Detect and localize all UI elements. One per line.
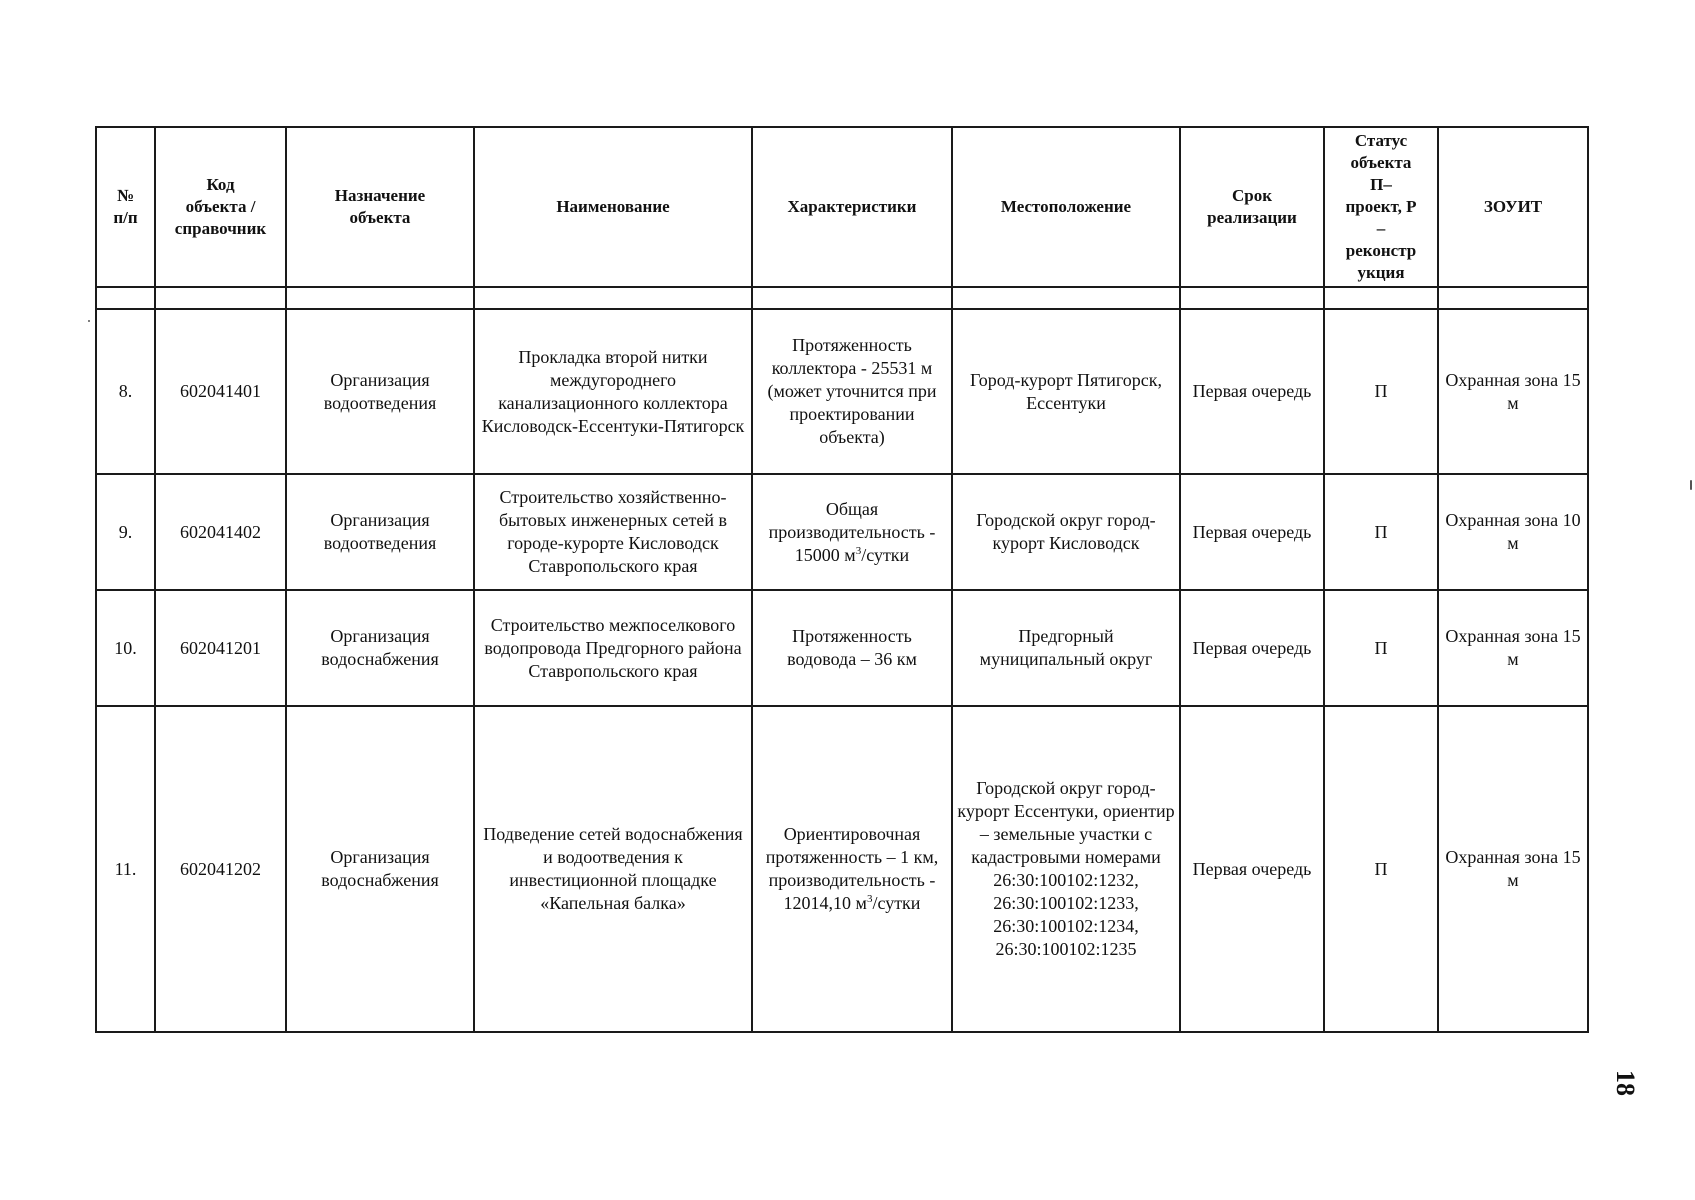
cell-location: Городской округ город-курорт Кисловодск [952,474,1180,590]
cell-num: 8. [96,309,155,474]
cell-location: Городской округ город-курорт Ессентуки, ориентир – земельные участки с кадастровыми номерами 26:30:100102:1232, 26:30:100102:1233, 26:30:100102:1234, 26:30:100102:1235 [952,706,1180,1032]
spacer-cell [1438,287,1588,309]
header-code: Код объекта / справочник [155,127,286,287]
cell-characteristics: Протяженность коллектора - 25531 м (может уточнится при проектировании объекта) [752,309,952,474]
projects-table [95,126,1589,1033]
characteristics-unit: /сутки [872,893,921,913]
header-row [96,127,1588,287]
cell-characteristics: Протяженность водовода – 36 км [752,590,952,706]
header-purpose: Назначение объекта [286,127,474,287]
cell-term: Первая очередь [1180,590,1324,706]
header-location: Местоположение [952,127,1180,287]
spacer-cell [752,287,952,309]
cell-characteristics [752,474,952,590]
cell-zouit: Охранная зона 15 м [1438,309,1588,474]
cell-term: Первая очередь [1180,474,1324,590]
table-row [96,309,1588,474]
characteristics-text: Ориентировочная протяженность – 1 км, производительность - 12014,10 м [765,824,939,913]
cell-status: П [1324,706,1438,1032]
characteristics-unit: /сутки [861,544,910,565]
cell-num: 10. [96,590,155,706]
cell-status: П [1324,309,1438,474]
cell-purpose: Организация водоотведения [286,309,474,474]
cell-location: Предгорный муниципальный округ [952,590,1180,706]
cell-term: Первая очередь [1180,706,1324,1032]
cell-status: П [1324,474,1438,590]
spacer-cell [96,287,155,309]
cell-location: Город-курорт Пятигорск, Ессентуки [952,309,1180,474]
header-status: Статус объекта П– проект, Р – реконстр укция [1324,127,1438,287]
cell-num: 11. [96,706,155,1032]
cell-code: 602041202 [155,706,286,1032]
cell-name: Строительство межпоселкового водопровода Предгорного района Ставропольского края [474,590,752,706]
cell-name: Строительство хозяйственно-бытовых инженерных сетей в городе-курорте Кисловодск Ставропольского края [474,474,752,590]
header-zouit: ЗОУИТ [1438,127,1588,287]
spacer-cell [952,287,1180,309]
spacer-cell [1324,287,1438,309]
scan-speck [1690,480,1692,490]
table-row [96,590,1588,706]
cell-code: 602041401 [155,309,286,474]
scan-speck [88,320,90,322]
header-name: Наименование [474,127,752,287]
cell-name: Прокладка второй нитки междугороднего канализационного коллектора Кисловодск-Ессентуки-Пятигорск [474,309,752,474]
table-row [96,474,1588,590]
superscript: 3 [855,544,862,557]
header-num: № п/п [96,127,155,287]
superscript: 3 [866,893,873,905]
page-number: 18 [1611,1070,1640,1096]
cell-code: 602041201 [155,590,286,706]
cell-zouit: Охранная зона 15 м [1438,590,1588,706]
header-characteristics: Характеристики [752,127,952,287]
cell-status: П [1324,590,1438,706]
spacer-cell [155,287,286,309]
cell-num: 9. [96,474,155,590]
cell-purpose: Организация водоснабжения [286,590,474,706]
cell-characteristics [752,706,952,1032]
characteristics-text: Общая производительность - 15000 м [768,498,936,565]
header-term: Срок реализации [1180,127,1324,287]
table-row [96,706,1588,1032]
cell-purpose: Организация водоснабжения [286,706,474,1032]
spacer-cell [286,287,474,309]
spacer-cell [1180,287,1324,309]
cell-term: Первая очередь [1180,309,1324,474]
spacer-cell [474,287,752,309]
cell-code: 602041402 [155,474,286,590]
cell-zouit: Охранная зона 15 м [1438,706,1588,1032]
cell-purpose: Организация водоотведения [286,474,474,590]
spacer-row [96,287,1588,309]
cell-name: Подведение сетей водоснабжения и водоотведения к инвестиционной площадке «Капельная балка» [474,706,752,1032]
cell-zouit: Охранная зона 10 м [1438,474,1588,590]
